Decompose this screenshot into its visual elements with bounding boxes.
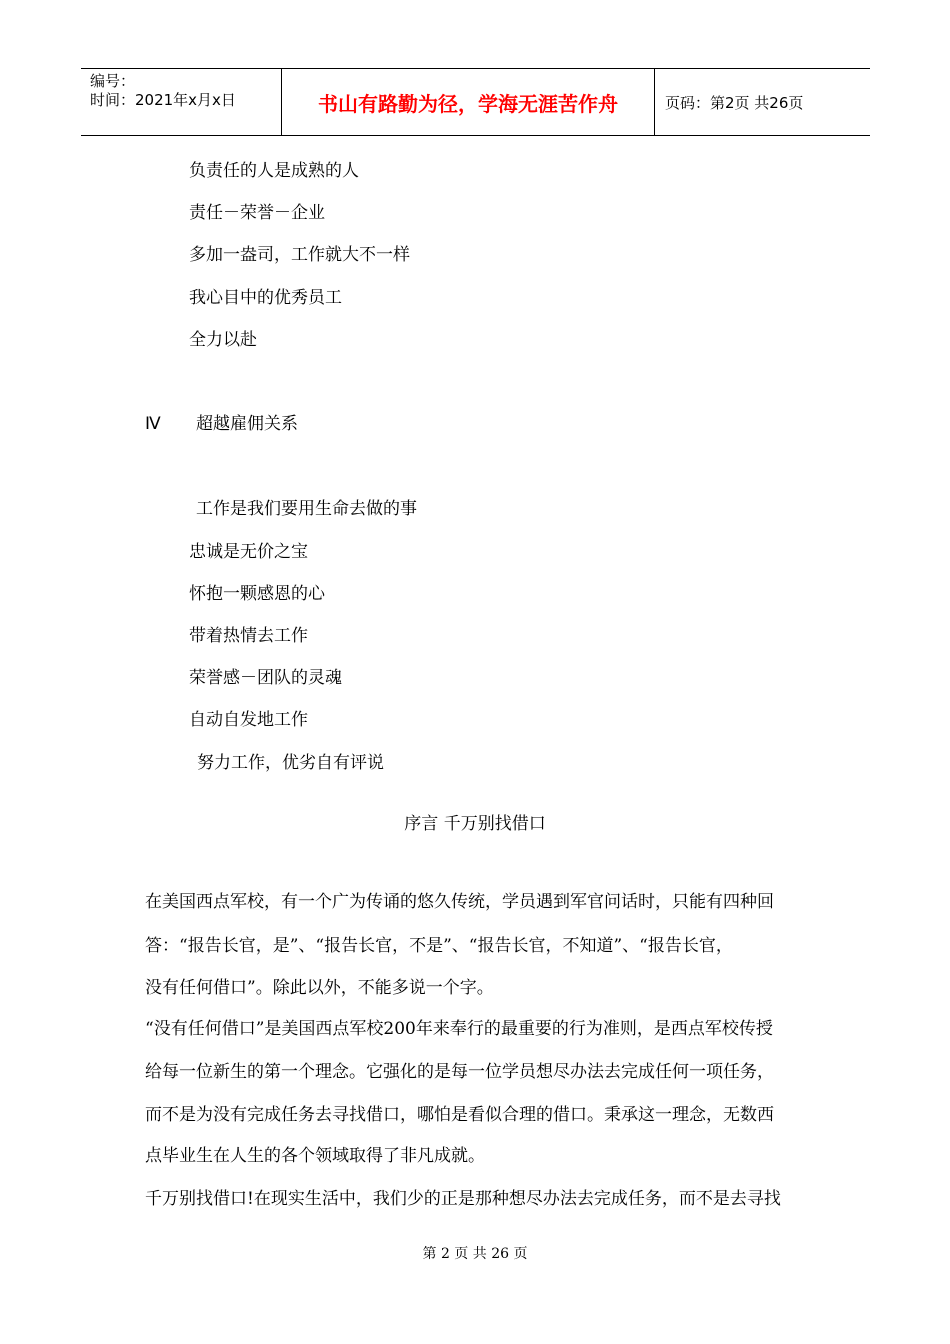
header-time-label: 时间：2021年x月x日 xyxy=(90,91,236,109)
header-motto: 书山有路勤为径，学海无涯苦作舟 xyxy=(318,92,618,116)
toc-item: 我心目中的优秀员工 xyxy=(189,288,342,308)
section-numeral: Ⅳ xyxy=(145,414,161,434)
toc-item: 努力工作，优劣自有评说 xyxy=(197,753,384,773)
toc-item: 责任－荣誉－企业 xyxy=(189,203,325,223)
toc-item: 荣誉感－团队的灵魂 xyxy=(189,668,342,688)
page-footer: 第 2 页 共 26 页 xyxy=(422,1246,528,1262)
toc-item: 工作是我们要用生命去做的事 xyxy=(196,499,417,519)
paragraph-line: 点毕业生在人生的各个领域取得了非凡成就。 xyxy=(145,1146,485,1166)
paragraph-line: 答：“报告长官，是”、“报告长官，不是”、“报告长官，不知道”、“报告长官， xyxy=(145,936,733,956)
paragraph-line: 千万别找借口!在现实生活中，我们少的正是那种想尽办法去完成任务，而不是去寻找 xyxy=(145,1189,781,1209)
toc-item: 忠诚是无价之宝 xyxy=(189,542,308,562)
header-page-info: 页码：第2页 共26页 xyxy=(665,94,804,112)
preface-title: 序言 千万别找借口 xyxy=(404,814,546,834)
toc-item: 多加一盎司，工作就大不一样 xyxy=(189,245,410,265)
toc-item: 怀抱一颗感恩的心 xyxy=(189,584,325,604)
toc-item: 自动自发地工作 xyxy=(189,710,308,730)
page-header xyxy=(81,68,870,136)
toc-item: 全力以赴 xyxy=(189,330,257,350)
toc-item: 带着热情去工作 xyxy=(189,626,308,646)
paragraph-line: “没有任何借口”是美国西点军校200年来奉行的最重要的行为准则，是西点军校传授 xyxy=(145,1019,773,1039)
section-title: 超越雇佣关系 xyxy=(196,414,298,434)
toc-item: 负责任的人是成熟的人 xyxy=(189,161,359,181)
paragraph-line: 在美国西点军校，有一个广为传诵的悠久传统，学员遇到军官问话时，只能有四种回 xyxy=(145,892,774,912)
paragraph-line: 而不是为没有完成任务去寻找借口，哪怕是看似合理的借口。秉承这一理念，无数西 xyxy=(145,1105,774,1125)
header-divider xyxy=(654,69,655,135)
paragraph-line: 没有任何借口”。除此以外，不能多说一个字。 xyxy=(145,978,494,998)
paragraph-line: 给每一位新生的第一个理念。它强化的是每一位学员想尽办法去完成任何一项任务， xyxy=(145,1062,774,1082)
header-number-label: 编号： xyxy=(90,72,136,90)
